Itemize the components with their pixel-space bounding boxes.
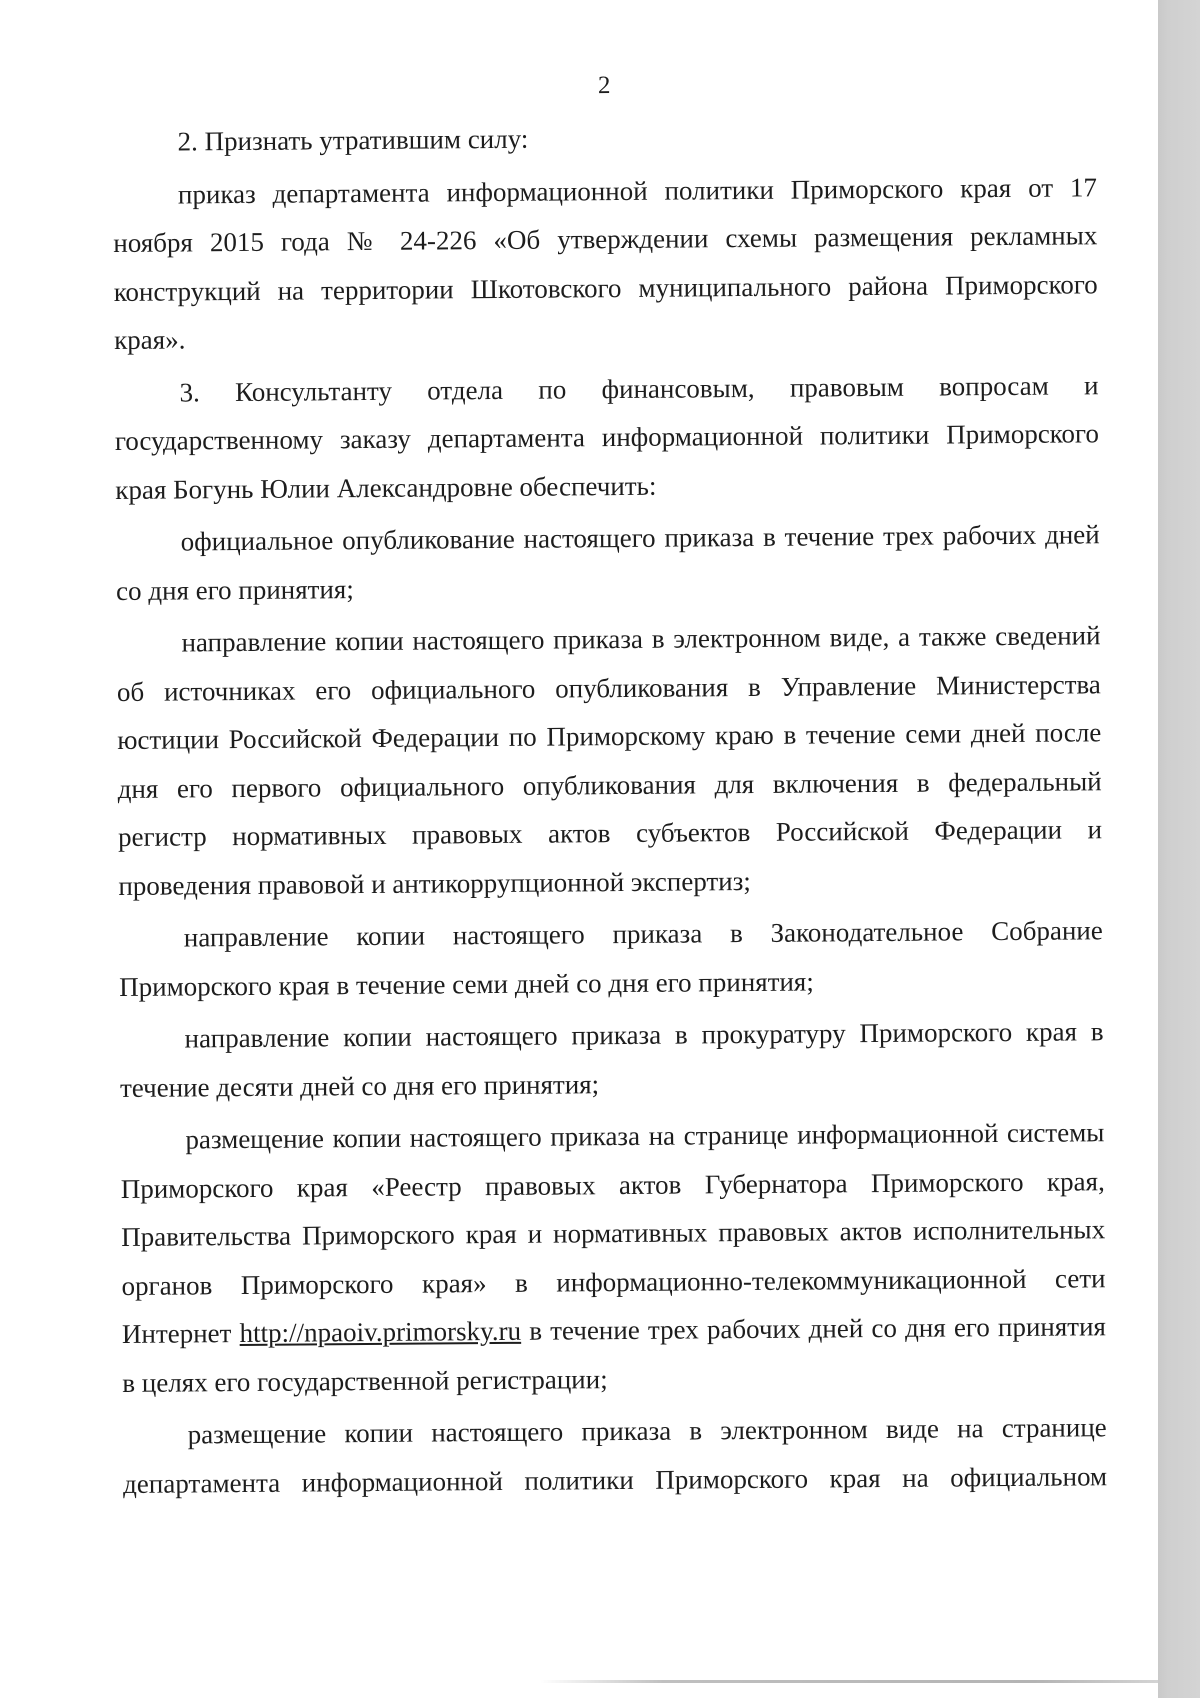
paragraph-repealed-order: приказ департамента информационной политики Приморского края от 17 ноября 2015 года № 24-226 «Об утверждении схемы размещения рекламных конструкций на территории Шкотовского муниципального района Приморского края».: [113, 171, 1098, 355]
page-number: 2: [597, 72, 611, 100]
paragraph-department-site-placement: размещение копии настоящего приказа в электронном виде на странице департамента информационной политики Приморского края на официальном: [122, 1412, 1108, 1499]
registry-url-link[interactable]: http://npaoiv.primorsky.ru: [239, 1315, 522, 1349]
paragraph-registry-placement: [120, 1108, 1106, 1407]
registry-text-before-link: размещение копии настоящего приказа на странице информационной системы Приморского края «Реестр правовых актов Губернатора Приморского края, Правительства Приморского края и нормативных правовых актов исполнительных органов Приморского края» в информационно-телекоммуникационной сети Интернет: [120, 1117, 1106, 1349]
paragraph-prosecutor: направление копии настоящего приказа в прокуратуру Приморского края в течение десяти дней со дня его принятия;: [119, 1016, 1104, 1103]
scan-edge-shadow: [1158, 0, 1200, 1698]
paragraph-legislative-assembly: направление копии настоящего приказа в Законодательное Собрание Приморского края в течение семи дней со дня его принятия;: [119, 915, 1103, 1002]
paragraph-ministry-of-justice: направление копии настоящего приказа в электронном виде, а также сведений об источниках его официального опубликования в Управление Министерства юстиции Российской Федерации по Приморскому краю в течение семи дней после дня его первого официального опубликования для включения в федеральный регистр нормативных правовых актов субъектов Российской Федерации и проведения правовой и антикоррупционной экспертиз;: [116, 620, 1103, 901]
paragraph-item-2: 2. Признать утратившим силу:: [177, 123, 529, 157]
paragraph-official-publication: официальное опубликование настоящего приказа в течение трех рабочих дней со дня его принятия;: [115, 519, 1100, 606]
scan-bottom-shadow: [540, 1680, 1158, 1683]
document-page: [112, 62, 1108, 1660]
paragraph-item-3: 3. Консультанту отдела по финансовым, правовым вопросам и государственному заказу департамента информационной политики Приморского края Богунь Юлии Александровне обеспечить:: [114, 369, 1100, 505]
registry-text-after-link: в течение трех рабочих дней со дня его принятия в целях его государственной регистрации;: [122, 1311, 1106, 1398]
